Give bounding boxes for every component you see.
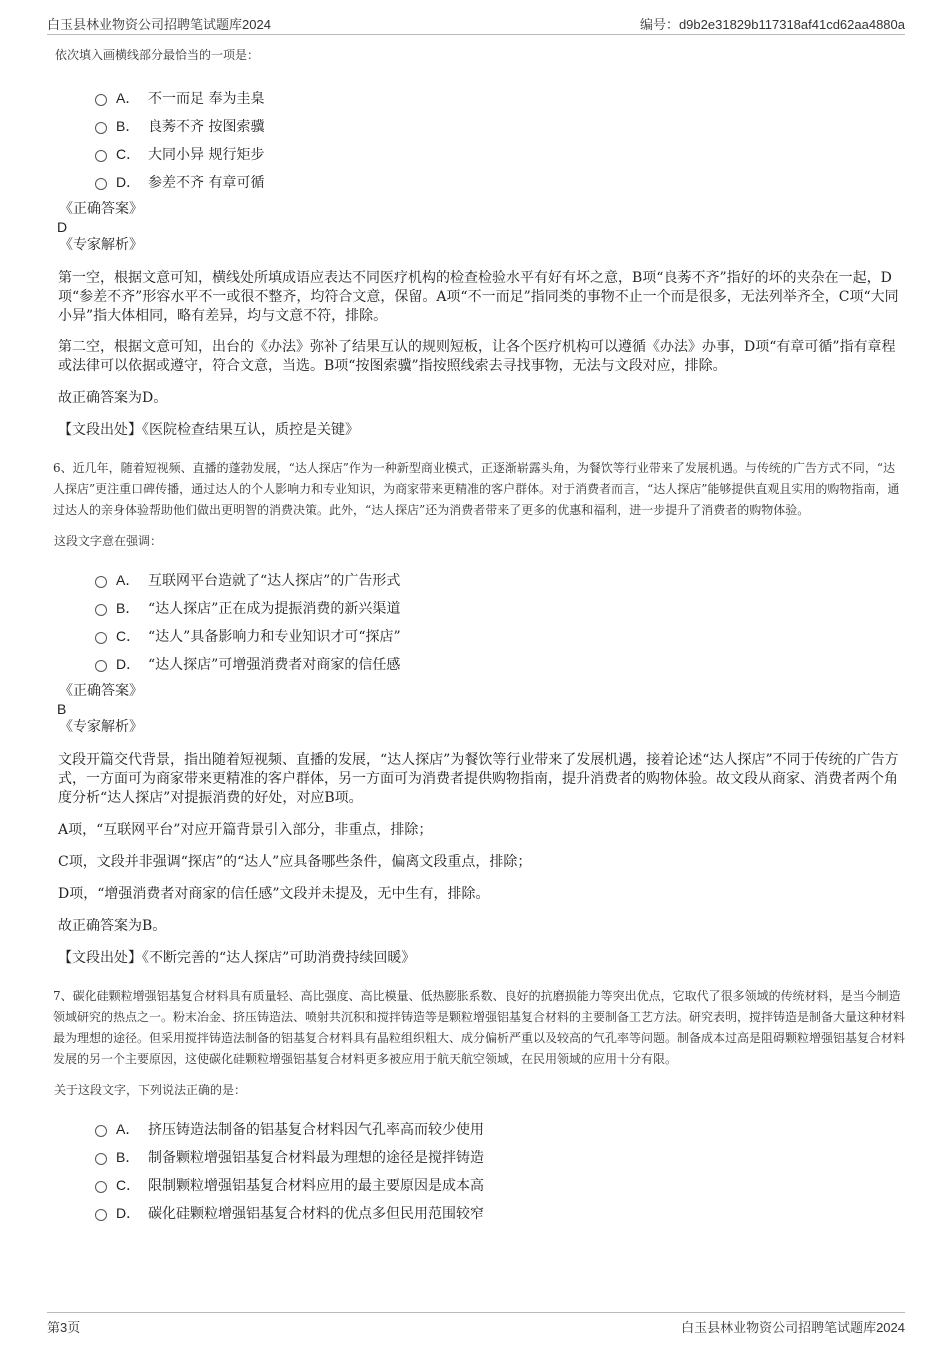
radio-icon[interactable] (95, 576, 107, 588)
analysis-paragraph: 第二空，根据文意可知，出台的《办法》弥补了结果互认的规则短板，让各个医疗机构可以遵循《办法》办事，D项“有章可循”指有章程或法律可以依据或遵守，符合文意，当选。B项“按图索骥”指按照线索去寻找事物，无法与文段对应，排除。 (58, 339, 896, 374)
option-c[interactable] (95, 622, 905, 650)
option-letter: A． (116, 1121, 140, 1137)
header-title: 白玉县林业物资公司招聘笔试题库2024 (47, 17, 271, 32)
source-citation: 【文段出处】《医院检查结果互认，质控是关键》 (58, 422, 359, 438)
radio-icon[interactable] (95, 178, 107, 190)
option-list (95, 566, 905, 678)
analysis-paragraph: 文段开篇交代背景，指出随着短视频、直播的发展，“达人探店”为餐饮等行业带来了发展机遇，接着论述“达人探店”不同于传统的广告方式，一方面可为商家带来更精准的客户群体，另一方面可为消费者提供购物指南，提升消费者的购物体验。故文段从商家、消费者两个角度分析“达人探店”对提振消费的好处，对应B项。 (58, 752, 899, 806)
option-d[interactable] (95, 650, 905, 678)
radio-icon[interactable] (95, 1209, 107, 1221)
document-id: 编号：d9b2e31829b117318af41cd62aa4880a (639, 17, 905, 32)
option-text: 良莠不齐 按图索骥 (148, 119, 265, 135)
option-text: 碳化硅颗粒增强铝基复合材料的优点多但民用范围较窄 (148, 1206, 484, 1222)
question-6 (53, 458, 905, 968)
option-letter: C． (116, 146, 141, 162)
analysis-label: 《专家解析》 (59, 237, 143, 253)
option-list (95, 1115, 905, 1227)
source-citation: 【文段出处】《不断完善的“达人探店”可助消费持续回暖》 (58, 950, 416, 966)
analysis-paragraph: C项，文段并非强调“探店”的“达人”应具备哪些条件，偏离文段重点，排除； (58, 854, 532, 870)
option-text: 大同小异 规行矩步 (148, 147, 265, 163)
footer-title: 白玉县林业物资公司招聘笔试题库2024 (681, 1320, 905, 1335)
page-number: 第3页 (47, 1320, 81, 1335)
radio-icon[interactable] (95, 1153, 107, 1165)
option-letter: C． (116, 1177, 141, 1193)
analysis-paragraph: A项，“互联网平台”对应开篇背景引入部分，非重点，排除； (58, 822, 433, 838)
option-c[interactable] (95, 1171, 905, 1199)
analysis-label: 《专家解析》 (59, 719, 143, 735)
option-text: 互联网平台造就了“达人探店”的广告形式 (148, 573, 401, 589)
option-a[interactable] (95, 566, 905, 594)
option-letter: A． (116, 90, 140, 106)
question-5 (53, 45, 905, 440)
question-stem: 6、近几年，随着短视频、直播的蓬勃发展，“达人探店”作为一种新型商业模式，正逐渐崭露头角，为餐饮等行业带来了发展机遇。与传统的广告方式不同，“达人探店”更注重口碑传播，通过达人的个人影响力和专业知识，为商家带来更精准的客户群体。对于消费者而言，“达人探店”能够提供直观且实用的购物指南，通过达人的亲身体验帮助他们做出更明智的消费决策。此外，“达人探店”还为消费者带来了更多的优惠和福利，进一步提升了消费者的购物体验。 (53, 461, 900, 517)
question-7 (53, 986, 905, 1227)
option-letter: A． (116, 572, 140, 588)
option-letter: C． (116, 628, 141, 644)
option-text: “达人探店”正在成为提振消费的新兴渠道 (148, 601, 401, 617)
analysis-paragraph: D项，“增强消费者对商家的信任感”文段并未提及，无中生有，排除。 (58, 886, 490, 902)
page-footer (47, 1312, 905, 1336)
option-c[interactable] (95, 140, 905, 168)
analysis-conclusion: 故正确答案为D。 (58, 390, 168, 406)
option-text: 限制颗粒增强铝基复合材料应用的最主要原因是成本高 (148, 1178, 484, 1194)
answer-label: 《正确答案》 (59, 201, 143, 217)
page-content (53, 40, 905, 1231)
option-d[interactable] (95, 168, 905, 196)
option-letter: B． (116, 1149, 140, 1165)
option-list (95, 84, 905, 196)
option-text: 参差不齐 有章可循 (148, 175, 265, 191)
option-text: 制备颗粒增强铝基复合材料最为理想的途径是搅拌铸造 (148, 1150, 484, 1166)
radio-icon[interactable] (95, 150, 107, 162)
answer-value: D (57, 219, 68, 235)
option-a[interactable] (95, 1115, 905, 1143)
option-letter: D． (116, 174, 141, 190)
option-b[interactable] (95, 594, 905, 622)
radio-icon[interactable] (95, 1125, 107, 1137)
question-prompt: 关于这段文字，下列说法正确的是： (54, 1083, 247, 1097)
option-b[interactable] (95, 112, 905, 140)
radio-icon[interactable] (95, 94, 107, 106)
question-prompt: 这段文字意在强调： (54, 534, 163, 548)
analysis-paragraph: 第一空，根据文意可知，横线处所填成语应表达不同医疗机构的检查检验水平有好有坏之意，B项“良莠不齐”指好的坏的夹杂在一起，D项“参差不齐”形容水平不一或很不整齐，均符合文意，保留。A项“不一而足”指同类的事物不止一个而是很多，无法列举齐全，C项“大同小异”指大体相同，略有差异，均与文意不符，排除。 (58, 270, 899, 324)
radio-icon[interactable] (95, 1181, 107, 1193)
radio-icon[interactable] (95, 122, 107, 134)
answer-value: B (57, 701, 67, 717)
option-letter: B． (116, 600, 140, 616)
analysis-conclusion: 故正确答案为B。 (58, 918, 167, 934)
radio-icon[interactable] (95, 632, 107, 644)
radio-icon[interactable] (95, 604, 107, 616)
option-letter: D． (116, 1205, 141, 1221)
question-stem: 7、碳化硅颗粒增强铝基复合材料具有质量轻、高比强度、高比模量、低热膨胀系数、良好的抗磨损能力等突出优点，它取代了很多领域的传统材料，是当今制造领域研究的热点之一。粉末冶金、挤压铸造法、喷射共沉积和搅拌铸造等是颗粒增强铝基复合材料的主要制备工艺方法。研究表明，搅拌铸造是制备大量这种材料最为理想的途径。但采用搅拌铸造法制备的铝基复合材料具有晶粒组织粗大、成分偏析严重以及较高的气孔率等问题。制备成本过高是阻碍颗粒增强铝基复合材料发展的另一个主要原因，这使碳化硅颗粒增强铝基复合材料更多被应用于航天航空领域，在民用领域的应用十分有限。 (53, 989, 906, 1066)
option-text: 不一而足 奉为圭臬 (148, 91, 265, 107)
option-b[interactable] (95, 1143, 905, 1171)
option-text: “达人”具备影响力和专业知识才可“探店” (148, 629, 401, 645)
option-d[interactable] (95, 1199, 905, 1227)
option-letter: D． (116, 656, 141, 672)
option-text: 挤压铸造法制备的铝基复合材料因气孔率高而较少使用 (148, 1122, 484, 1138)
question-prompt: 依次填入画横线部分最恰当的一项是： (55, 48, 260, 62)
option-a[interactable] (95, 84, 905, 112)
option-letter: B． (116, 118, 140, 134)
option-text: “达人探店”可增强消费者对商家的信任感 (148, 657, 401, 673)
radio-icon[interactable] (95, 660, 107, 672)
page-header (47, 14, 905, 35)
answer-label: 《正确答案》 (59, 683, 143, 699)
